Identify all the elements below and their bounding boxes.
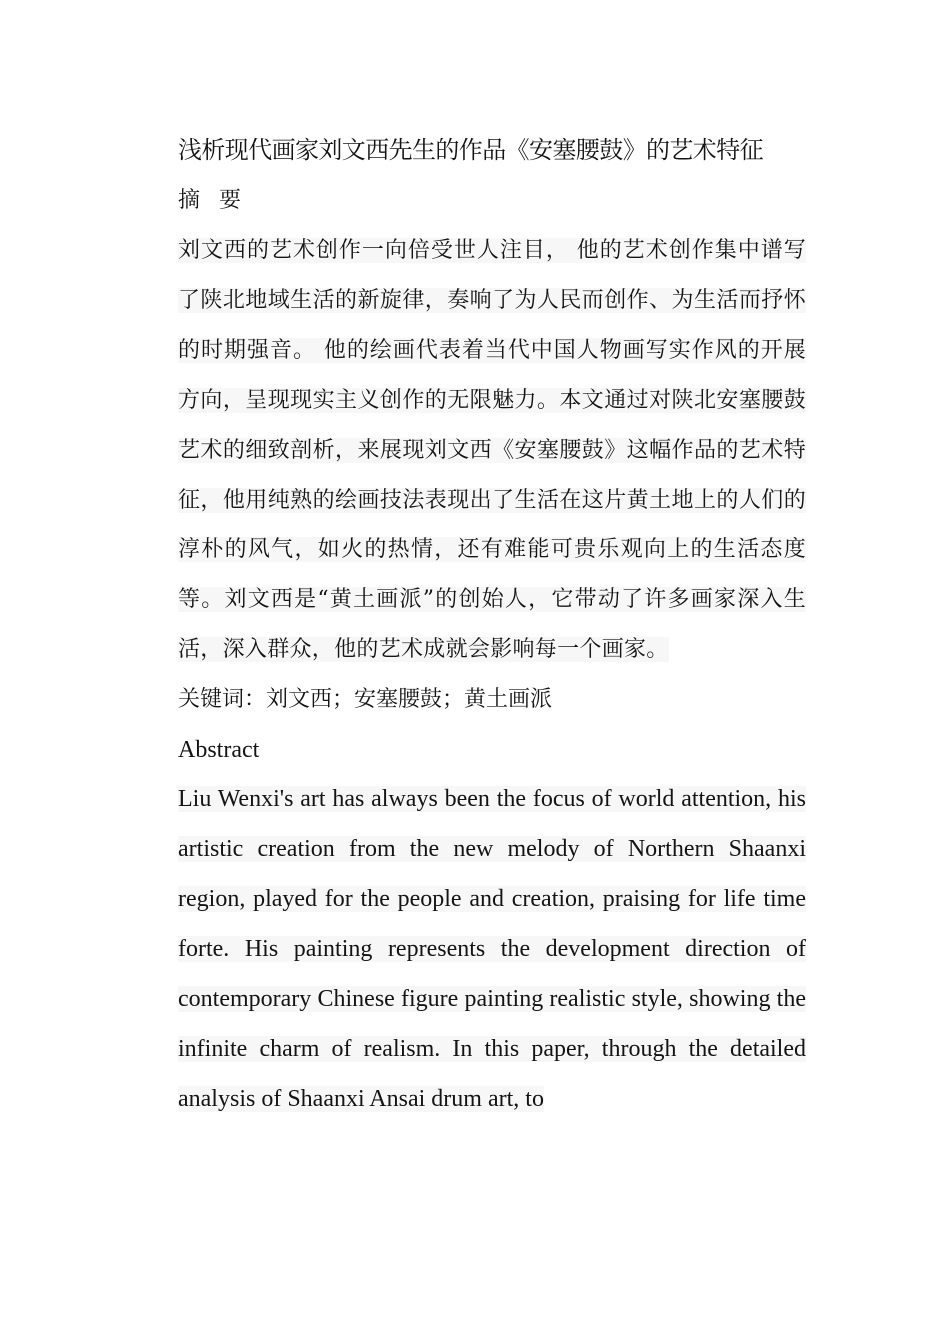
keywords-line: 关键词：刘文西；安塞腰鼓；黄土画派 xyxy=(178,687,553,713)
abstract-chinese-text: 刘文西的艺术创作一向倍受世人注目， 他的艺术创作集中谱写了陕北地域生活的新旋律，奏响了为人民而创作、为生活而抒怀的时期强音。 他的绘画代表着当代中国人物画写实作风的开展方向，呈现现实主义创作的无限魅力。本文通过对陕北安塞腰鼓艺术的细致剖析，来展现刘文西《安塞腰鼓》这幅作品的艺术特征，他用纯熟的绘画技法表现出了生活在这片黄土地上的人们的淳朴的风气，如火的热情，还有难能可贵乐观向上的生活态度等。刘文西是“黄土画派”的创始人，它带动了许多画家深入生活，深入群众，他的艺术成就会影响每一个画家。 xyxy=(178,238,806,663)
document-title: 浅析现代画家刘文西先生的作品《安塞腰鼓》的艺术特征 xyxy=(178,136,763,164)
abstract-english xyxy=(178,775,806,1124)
abstract-english-heading: Abstract xyxy=(178,737,260,764)
abstract-chinese xyxy=(178,226,806,675)
abstract-heading: 摘 要 xyxy=(178,188,247,213)
abstract-english-text: Liu Wenxi's art has always been the focus of world attention, his artistic creation from the new melody of Northern Shaanxi region, played for the people and creation, praising for life time forte. His painting represents the development direction of contemporary Chinese figure painting realistic style, showing the infinite charm of realism. In this paper, through the detailed analysis of Shaanxi Ansai drum art, to xyxy=(178,786,806,1112)
document-body xyxy=(178,124,806,1125)
